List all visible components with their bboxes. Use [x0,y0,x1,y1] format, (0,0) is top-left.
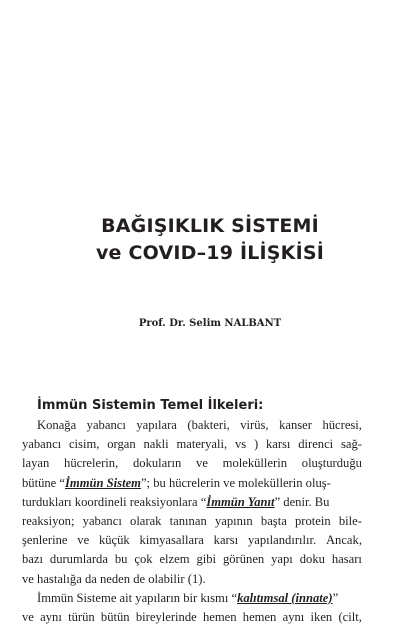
text-line [22,416,362,435]
word: ve [77,533,90,548]
word: iken [310,609,333,624]
word: Ancak, [325,533,362,548]
word: şenlerine [22,533,68,548]
title-line-1: BAĞIŞIKLIK SİSTEMİ [101,215,319,237]
text-line [22,550,362,569]
word: yabancı [82,513,122,528]
text-line [22,474,362,493]
text-line [22,531,362,550]
text-line [22,570,362,589]
word: bütün [100,609,130,624]
term-kalitimsal: kalıtımsal (innate) [237,590,333,605]
word: bile- [338,513,362,528]
word: küçük [98,533,130,548]
word: direnci [298,437,334,452]
word: sağ- [340,437,362,452]
word: Konağa [37,418,77,432]
text-segment: ve hastalığa da neden de olabilir (1). [22,571,206,586]
section-heading: İmmün Sistemin Temel İlkeleri: [37,398,264,413]
word: layan [22,456,50,471]
word: durumlarda [49,552,108,567]
word: bireylerinde [135,609,197,624]
word: oluşturduğu [301,456,362,471]
body-text [22,416,362,627]
word: (bakteri, [187,418,230,432]
word: gibi [196,552,217,567]
word: cisim, [68,437,100,452]
text-line [22,512,362,531]
word: türün [68,609,95,624]
term-immun-sistem: İmmün Sistem [65,475,141,490]
text-line [22,608,362,627]
word: kanser [279,418,312,432]
text-line [22,589,362,608]
word: tanınan [169,513,207,528]
word: bazı [22,552,43,567]
word: vs [234,437,247,452]
word: ve [196,456,208,471]
word: yapılandırılır. [247,533,317,548]
word: doku [299,552,325,567]
word: (cilt, [338,609,362,624]
text-segment: bütüne “İmmün Sistem”; bu hücrelerin ve moleküllerin oluş- [22,475,331,490]
title-line-2: ve COVID–19 İLİŞKİSİ [95,242,325,264]
word: moleküllerin [222,456,288,471]
word: virüs, [240,418,269,432]
word: başta [260,513,287,528]
word: ve [22,609,34,624]
author-name: Prof. Dr. Selim NALBANT [138,318,282,329]
word: hemen [242,609,277,624]
word: yapılara [136,418,177,432]
word: yabancı [86,418,126,432]
word: yapı [271,552,293,567]
word: yapının [214,513,253,528]
chapter-title [0,213,420,267]
word: yabancı [22,437,62,452]
word: elzem [159,552,190,567]
word: aynı [282,609,305,624]
word: hücrelerin, [64,456,119,471]
text-segment: İmmün Sisteme ait yapıların bir kısmı “kalıtımsal (innate)” [37,590,339,605]
word: protein [294,513,331,528]
text-line [22,454,362,473]
word: bu [114,552,128,567]
word: hücresi, [322,418,362,432]
word: reaksiyon; [22,513,75,528]
word: kimyasallara [139,533,204,548]
word: karsı [213,533,239,548]
word: görünen [222,552,265,567]
word: olarak [130,513,162,528]
term-immun-yanit: İmmün Yanıt [206,494,275,509]
text-segment: turdukları koordineli reaksiyonlara “İmmün Yanıt” denir. Bu [22,494,330,509]
word: hemen [202,609,237,624]
word: dokuların [132,456,182,471]
word: organ [107,437,136,452]
word: materyali, [176,437,228,452]
word: hasarı [331,552,362,567]
word: karsı [265,437,291,452]
text-line [22,435,362,454]
word: nakli [143,437,169,452]
text-line [22,493,362,512]
word: çok [134,552,153,567]
word: aynı [40,609,62,624]
word: ) [253,437,259,452]
